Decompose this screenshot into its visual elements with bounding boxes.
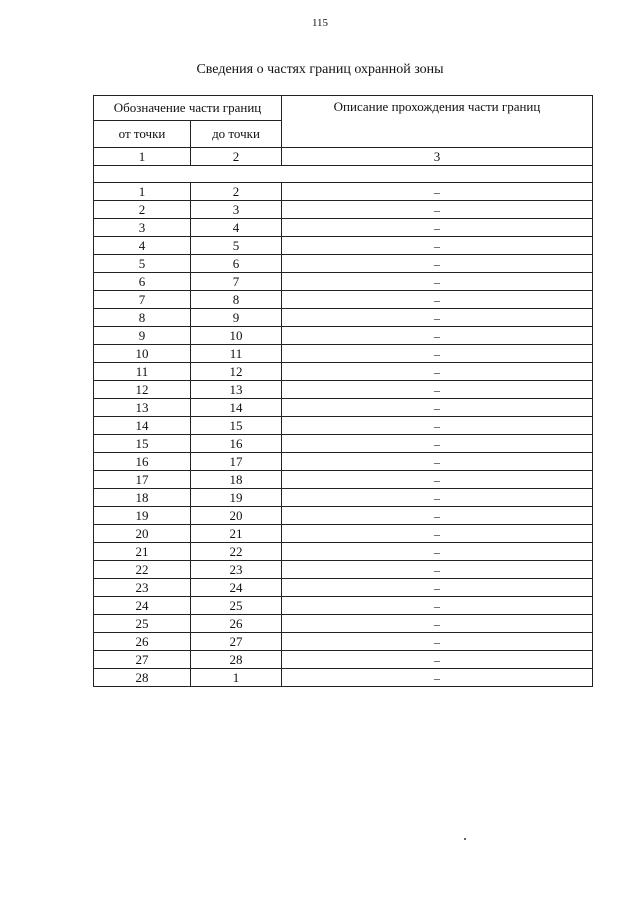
table-row <box>94 435 593 453</box>
to-point-cell: 18 <box>191 471 282 489</box>
from-point-cell: 27 <box>94 651 191 669</box>
table-row <box>94 255 593 273</box>
table-row <box>94 669 593 687</box>
to-point-cell: 26 <box>191 615 282 633</box>
to-point-cell: 4 <box>191 219 282 237</box>
to-point-cell: 6 <box>191 255 282 273</box>
table-row <box>94 183 593 201</box>
table-row <box>94 345 593 363</box>
from-point-cell: 28 <box>94 669 191 687</box>
from-point-cell: 21 <box>94 543 191 561</box>
header-row-main <box>94 96 593 121</box>
to-point-cell: 14 <box>191 399 282 417</box>
column-number-2: 2 <box>191 148 282 166</box>
to-point-cell: 17 <box>191 453 282 471</box>
column-number-row <box>94 148 593 166</box>
description-cell: – <box>282 543 593 561</box>
description-cell: – <box>282 615 593 633</box>
table-row <box>94 309 593 327</box>
description-cell: – <box>282 237 593 255</box>
table-row <box>94 291 593 309</box>
table-row <box>94 507 593 525</box>
description-cell: – <box>282 435 593 453</box>
to-point-cell: 23 <box>191 561 282 579</box>
header-to-point: до точки <box>191 121 282 148</box>
from-point-cell: 13 <box>94 399 191 417</box>
from-point-cell: 3 <box>94 219 191 237</box>
description-cell: – <box>282 471 593 489</box>
table-row <box>94 201 593 219</box>
to-point-cell: 2 <box>191 183 282 201</box>
from-point-cell: 14 <box>94 417 191 435</box>
header-boundary-description: Описание прохождения части границ <box>282 96 593 148</box>
description-cell: – <box>282 183 593 201</box>
from-point-cell: 18 <box>94 489 191 507</box>
from-point-cell: 8 <box>94 309 191 327</box>
description-cell: – <box>282 633 593 651</box>
table-row <box>94 237 593 255</box>
from-point-cell: 9 <box>94 327 191 345</box>
table-row <box>94 219 593 237</box>
description-cell: – <box>282 381 593 399</box>
column-number-1: 1 <box>94 148 191 166</box>
description-cell: – <box>282 255 593 273</box>
header-boundary-designation: Обозначение части границ <box>94 96 282 121</box>
from-point-cell: 17 <box>94 471 191 489</box>
table-row <box>94 453 593 471</box>
page-number: 115 <box>311 17 329 29</box>
header-from-point: от точки <box>94 121 191 148</box>
to-point-cell: 3 <box>191 201 282 219</box>
boundary-parts-table <box>93 95 593 687</box>
to-point-cell: 21 <box>191 525 282 543</box>
table-row <box>94 381 593 399</box>
to-point-cell: 1 <box>191 669 282 687</box>
description-cell: – <box>282 345 593 363</box>
description-cell: – <box>282 363 593 381</box>
description-cell: – <box>282 309 593 327</box>
description-cell: – <box>282 651 593 669</box>
description-cell: – <box>282 327 593 345</box>
to-point-cell: 24 <box>191 579 282 597</box>
description-cell: – <box>282 273 593 291</box>
from-point-cell: 24 <box>94 597 191 615</box>
table-row <box>94 561 593 579</box>
from-point-cell: 10 <box>94 345 191 363</box>
document-title: Сведения о частях границ охранной зоны <box>196 62 444 77</box>
table-row <box>94 489 593 507</box>
table-row <box>94 399 593 417</box>
to-point-cell: 11 <box>191 345 282 363</box>
description-cell: – <box>282 219 593 237</box>
to-point-cell: 16 <box>191 435 282 453</box>
description-cell: – <box>282 579 593 597</box>
from-point-cell: 4 <box>94 237 191 255</box>
table-row <box>94 597 593 615</box>
table-row <box>94 543 593 561</box>
blank-row <box>94 166 593 183</box>
from-point-cell: 6 <box>94 273 191 291</box>
description-cell: – <box>282 399 593 417</box>
description-cell: – <box>282 669 593 687</box>
from-point-cell: 19 <box>94 507 191 525</box>
table-row <box>94 615 593 633</box>
from-point-cell: 25 <box>94 615 191 633</box>
to-point-cell: 15 <box>191 417 282 435</box>
table-row <box>94 579 593 597</box>
to-point-cell: 12 <box>191 363 282 381</box>
description-cell: – <box>282 597 593 615</box>
to-point-cell: 7 <box>191 273 282 291</box>
table-row <box>94 327 593 345</box>
to-point-cell: 22 <box>191 543 282 561</box>
from-point-cell: 23 <box>94 579 191 597</box>
description-cell: – <box>282 453 593 471</box>
to-point-cell: 20 <box>191 507 282 525</box>
to-point-cell: 25 <box>191 597 282 615</box>
description-cell: – <box>282 561 593 579</box>
to-point-cell: 28 <box>191 651 282 669</box>
from-point-cell: 16 <box>94 453 191 471</box>
description-cell: – <box>282 291 593 309</box>
table-row <box>94 273 593 291</box>
column-number-3: 3 <box>282 148 593 166</box>
table-row <box>94 471 593 489</box>
description-cell: – <box>282 507 593 525</box>
from-point-cell: 22 <box>94 561 191 579</box>
from-point-cell: 7 <box>94 291 191 309</box>
from-point-cell: 5 <box>94 255 191 273</box>
from-point-cell: 15 <box>94 435 191 453</box>
table-row <box>94 525 593 543</box>
to-point-cell: 8 <box>191 291 282 309</box>
table-row <box>94 417 593 435</box>
description-cell: – <box>282 417 593 435</box>
table-row <box>94 633 593 651</box>
to-point-cell: 13 <box>191 381 282 399</box>
stray-dot-mark <box>464 838 466 840</box>
blank-cell <box>94 166 593 183</box>
description-cell: – <box>282 201 593 219</box>
description-cell: – <box>282 489 593 507</box>
to-point-cell: 19 <box>191 489 282 507</box>
from-point-cell: 26 <box>94 633 191 651</box>
description-cell: – <box>282 525 593 543</box>
to-point-cell: 27 <box>191 633 282 651</box>
from-point-cell: 12 <box>94 381 191 399</box>
to-point-cell: 10 <box>191 327 282 345</box>
table-row <box>94 363 593 381</box>
from-point-cell: 2 <box>94 201 191 219</box>
table-body <box>94 96 593 687</box>
table-row <box>94 651 593 669</box>
from-point-cell: 11 <box>94 363 191 381</box>
to-point-cell: 9 <box>191 309 282 327</box>
from-point-cell: 20 <box>94 525 191 543</box>
to-point-cell: 5 <box>191 237 282 255</box>
from-point-cell: 1 <box>94 183 191 201</box>
